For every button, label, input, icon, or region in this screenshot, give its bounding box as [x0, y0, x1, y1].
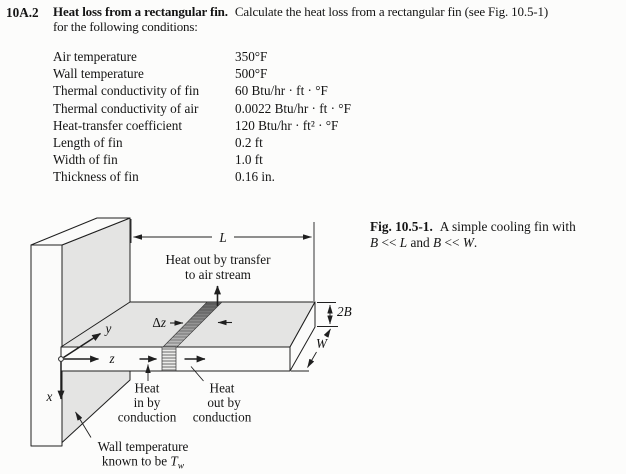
- wall-front-face: [31, 245, 62, 446]
- condition-label: Thickness of fin: [53, 169, 139, 185]
- heat-out-text-line1: Heat: [209, 380, 235, 396]
- problem-statement-text: Calculate the heat loss from a rectangular fin (see Fig. 10.5-1): [234, 4, 548, 19]
- problem-statement: [53, 5, 626, 35]
- delta-z-label: Δz: [152, 315, 166, 330]
- cooling-fin-diagram: [0, 205, 370, 474]
- heat-air-text-line1: Heat out by transfer: [165, 252, 271, 267]
- condition-value: 0.16 in.: [235, 169, 275, 185]
- 2B-label: 2B: [337, 304, 352, 319]
- condition-value: 350°F: [235, 49, 268, 64]
- y-axis-label: y: [105, 321, 112, 336]
- condition-label: Length of fin: [53, 135, 123, 151]
- condition-value: 500°F: [235, 66, 268, 82]
- condition-label: Width of fin: [53, 152, 118, 168]
- condition-value: 1.0 ft: [235, 152, 263, 168]
- condition-value: 0.0022 Btu/hr · ft · °F: [235, 100, 351, 116]
- z-axis-label: z: [109, 351, 115, 366]
- wall-temp-text-line1: Wall temperature: [97, 439, 189, 454]
- heat-out-text-line2: out by: [207, 395, 241, 410]
- heat-in-text-line1: Heat: [134, 380, 160, 396]
- condition-value: 0.2 ft: [235, 135, 263, 151]
- heat-in-text-line2: in by: [133, 395, 161, 410]
- figure-caption: [370, 219, 624, 251]
- L-label: L: [219, 230, 227, 245]
- origin-point: [59, 357, 64, 362]
- problem-number: 10A.2: [6, 5, 39, 20]
- figure-caption-text: A simple cooling fin with: [439, 219, 576, 234]
- condition-value: 60 Btu/hr · ft · °F: [235, 83, 328, 99]
- condition-label: Thermal conductivity of air: [53, 100, 199, 116]
- figure-caption-line1: [370, 219, 624, 235]
- condition-label: Thermal conductivity of fin: [53, 83, 200, 99]
- problem-statement-line2: for the following conditions:: [53, 18, 198, 34]
- problem-title: Heat loss from a rectangular fin.: [53, 4, 228, 19]
- wall-temp-text-line2: known to be $T_w$: [101, 453, 185, 472]
- heat-in-text-line3: conduction: [117, 409, 177, 425]
- condition-label: Wall temperature: [53, 66, 144, 82]
- W-label: W: [316, 336, 327, 351]
- condition-label: Heat-transfer coefficient: [53, 117, 182, 133]
- figure-caption-label: Fig. 10.5-1.: [370, 219, 433, 234]
- condition-value: 120 Btu/hr · ft² · °F: [235, 117, 339, 133]
- heat-out-text-line3: conduction: [192, 409, 252, 425]
- problem-statement-line1: [53, 5, 626, 20]
- x-axis-label: x: [46, 389, 53, 404]
- heat-air-text-line2: to air stream: [185, 267, 251, 282]
- figure-caption-line2: B << L and B << W.: [370, 234, 478, 250]
- conditions-table: [53, 48, 351, 186]
- condition-label: Air temperature: [53, 49, 137, 64]
- dimension-2B: [317, 303, 338, 327]
